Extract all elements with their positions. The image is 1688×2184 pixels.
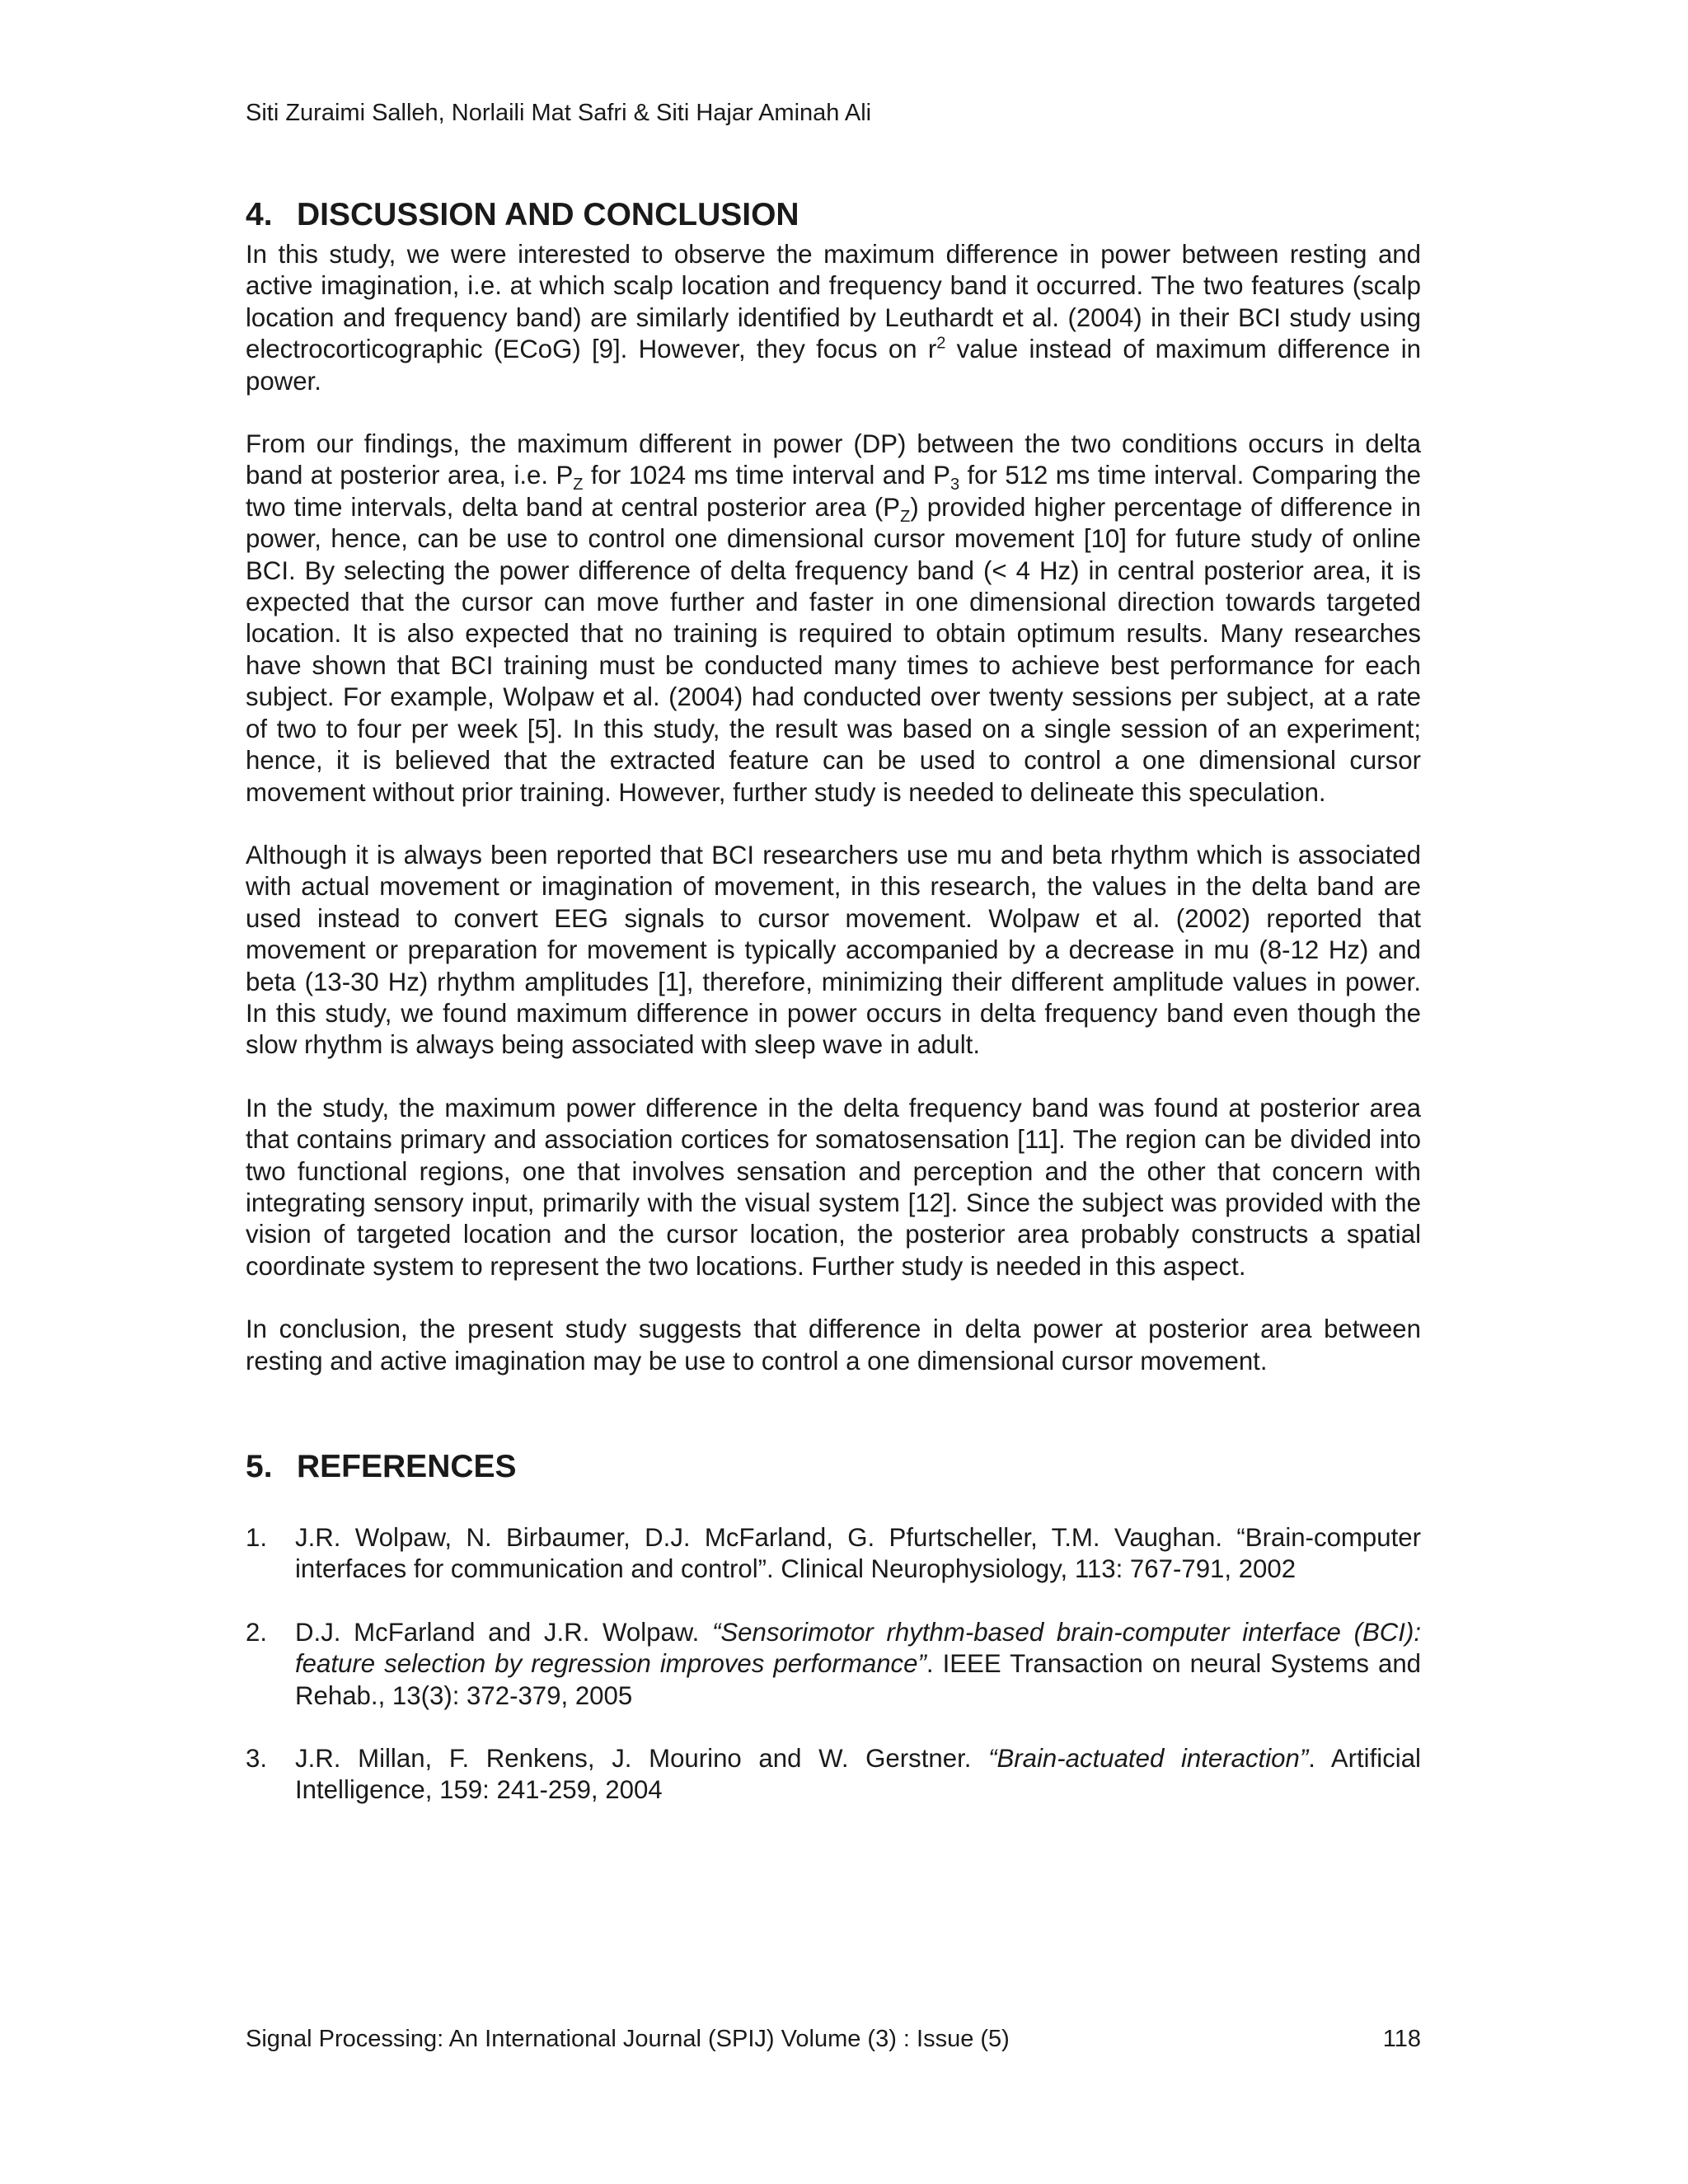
p2-subscript-3: Z [900, 508, 911, 527]
p2-text-b: for 1024 ms time interval and P [583, 461, 950, 490]
p2-text-a: From our findings, the maximum different in power (DP) between the two conditions occurs in delta band at posterior area, i.e. P [246, 429, 1421, 490]
reference-title: “Sensorimotor rhythm-based brain-computer interface (BCI): feature selection by regression improves performance” [295, 1617, 1422, 1679]
discussion-paragraph-1 [246, 239, 1421, 397]
running-header-authors: Siti Zuraimi Salleh, Norlaili Mat Safri & Siti Hajar Aminah Ali [246, 100, 872, 126]
reference-source: . Artificial Intelligence, 159: 241-259, 2004 [295, 1744, 1421, 1805]
section-4-title: DISCUSSION AND CONCLUSION [297, 197, 799, 232]
p2-text-d: ) provided higher percentage of difference in power, hence, can be use to control one dimensional cursor movement [10] for future study of online BCI. By selecting the power difference of delta frequency band (< 4 Hz) in central posterior area, it is expected that the cursor can move further and faster in one dimensional direction towards targeted location. It is also expected that no training is required to obtain optimum results. Many researches have shown that BCI training must be conducted many times to achieve best performance for each subject. For example, Wolpaw et al. (2004) had conducted over twenty sessions per subject, at a rate of two to four per week [5]. In this study, the result was based on a single session of an experiment; hence, it is believed that the extracted feature can be used to control a one dimensional cursor movement without prior training. However, further study is needed to delineate this speculation. [246, 492, 1421, 807]
p2-subscript-1: Z [573, 476, 584, 494]
reference-authors: D.J. McFarland and J.R. Wolpaw. [295, 1617, 712, 1647]
reference-source: . IEEE Transaction on neural Systems and Rehab., 13(3): 372-379, 2005 [295, 1649, 1422, 1710]
p2-subscript-2: 3 [950, 476, 960, 494]
reference-item [246, 1617, 1421, 1712]
p1-text-a: In this study, we were interested to observe the maximum difference in power between resting and active imagination, i.e. at which scalp location and frequency band it occurred. The two features (scalp location and frequency band) are similarly identified by Leuthardt et al. (2004) in their BCI study using electrocorticographic (ECoG) [9]. However, they focus on r [246, 240, 1421, 364]
reference-authors: J.R. Millan, F. Renkens, J. Mourino and W. Gerstner. [295, 1744, 989, 1774]
reference-number: 3. [246, 1744, 268, 1774]
reference-text [295, 1743, 1421, 1807]
reference-list [246, 1522, 1421, 1807]
section-4-heading [246, 194, 1421, 236]
reference-number: 2. [246, 1617, 268, 1647]
discussion-paragraph-3: Although it is always been reported that BCI researchers use mu and beta rhythm which is associated with actual movement or imagination of movement, in this research, the values in the delta band are used instead to convert EEG signals to cursor movement. Wolpaw et al. (2002) reported that movement or preparation for movement is typically accompanied by a decrease in mu (8-12 Hz) and beta (13-30 Hz) rhythm amplitudes [1], therefore, minimizing their different amplitude values in power. In this study, we found maximum difference in power occurs in delta frequency band even though the slow rhythm is always being associated with sleep wave in adult. [246, 840, 1421, 1060]
reference-authors: J.R. Wolpaw, N. Birbaumer, D.J. McFarland, G. Pfurtscheller, T.M. Vaughan. “Brain-computer interfaces for communication and control”. Clinical Neurophysiology, 113: 767-791, 2002 [295, 1523, 1421, 1584]
reference-title: “Brain-actuated interaction” [988, 1744, 1309, 1774]
section-5-title: REFERENCES [297, 1449, 517, 1484]
page-content [246, 194, 1421, 1807]
conclusion-paragraph: In conclusion, the present study suggests that difference in delta power at posterior area between resting and active imagination may be use to control a one dimensional cursor movement. [246, 1315, 1421, 1376]
p2-text-c: for 512 ms time interval. Comparing the two time intervals, delta band at central posterior area (P [246, 461, 1421, 522]
page-number: 118 [1382, 2026, 1421, 2052]
p1-text-b: value instead of maximum difference in power. [246, 335, 1421, 396]
reference-number: 1. [246, 1523, 268, 1552]
p1-superscript: 2 [936, 334, 946, 353]
discussion-paragraph-4: In the study, the maximum power difference in the delta frequency band was found at posterior area that contains primary and association cortices for somatosensation [11]. The region can be divided into two functional regions, one that involves sensation and perception and the other that concern with integrating sensory input, primarily with the visual system [12]. Since the subject was provided with the vision of targeted location and the cursor location, the posterior area probably constructs a spatial coordinate system to represent the two locations. Further study is needed in this aspect. [246, 1093, 1421, 1281]
section-5-heading [246, 1446, 1421, 1488]
reference-item [246, 1743, 1421, 1807]
reference-text [295, 1522, 1421, 1586]
footer-journal: Signal Processing: An International Journal (SPIJ) Volume (3) : Issue (5) [246, 2026, 1010, 2052]
reference-text [295, 1617, 1421, 1712]
discussion-paragraph-2 [246, 429, 1421, 808]
section-5-number: 5. [246, 1449, 273, 1484]
reference-item [246, 1522, 1421, 1586]
page-footer [246, 2023, 1421, 2055]
section-4-number: 4. [246, 197, 273, 232]
